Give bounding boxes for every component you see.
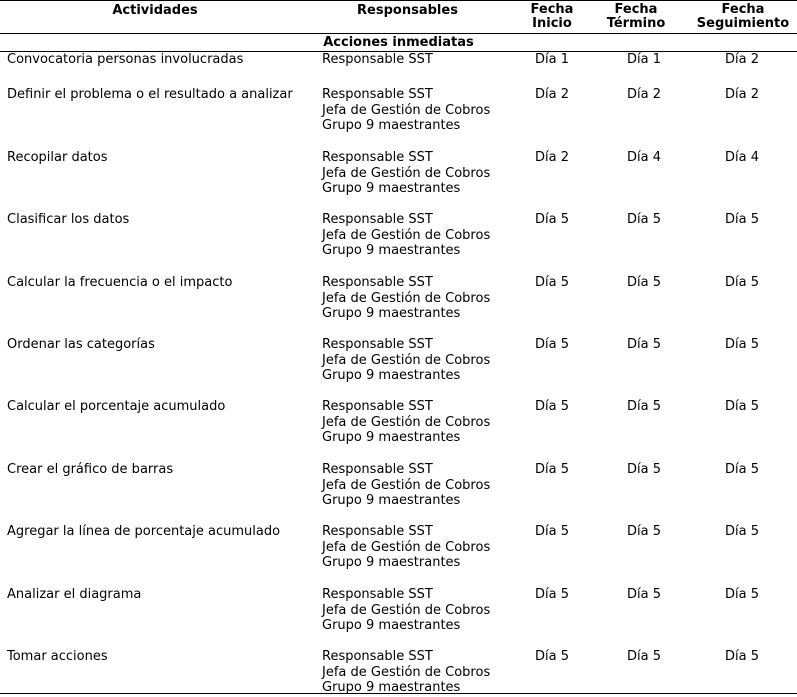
responsible-line: Grupo 9 maestrantes <box>322 680 461 695</box>
responsible-line: Grupo 9 maestrantes <box>322 118 461 133</box>
start-date-cell: Día 5 <box>535 587 569 602</box>
start-date-cell: Día 5 <box>535 524 569 539</box>
activity-cell: Agregar la línea de porcentaje acumulado <box>7 524 281 539</box>
end-date-cell: Día 5 <box>627 587 661 602</box>
responsible-line: Jefa de Gestión de Cobros <box>322 414 491 430</box>
responsible-line: Jefa de Gestión de Cobros <box>322 290 491 306</box>
responsible-cell <box>322 587 490 634</box>
table-bottom-border <box>0 693 797 694</box>
activity-cell: Definir el problema o el resultado a analizar <box>7 87 293 102</box>
responsible-line: Jefa de Gestión de Cobros <box>322 664 491 680</box>
followup-date-cell: Día 5 <box>725 649 759 664</box>
activity-cell: Calcular el porcentaje acumulado <box>7 399 226 414</box>
responsible-line: Responsable SST <box>322 337 433 352</box>
responsible-line: Jefa de Gestión de Cobros <box>322 477 491 493</box>
responsible-line: Responsable SST <box>322 275 433 290</box>
responsible-line: Jefa de Gestión de Cobros <box>322 602 491 618</box>
responsible-line: Responsable SST <box>322 524 433 539</box>
responsible-cell <box>322 524 490 571</box>
header-start-line2: Inicio <box>532 16 572 31</box>
end-date-cell: Día 5 <box>627 462 661 477</box>
section-title: Acciones inmediatas <box>0 35 797 52</box>
header-end <box>592 3 680 31</box>
header-end-line1: Fecha <box>614 2 658 17</box>
followup-date-cell: Día 2 <box>725 87 759 102</box>
responsible-cell <box>322 275 490 322</box>
followup-date-cell: Día 5 <box>725 275 759 290</box>
start-date-cell: Día 2 <box>535 150 569 165</box>
header-followup-line2: Seguimiento <box>696 16 790 31</box>
end-date-cell: Día 5 <box>627 212 661 227</box>
end-date-cell: Día 2 <box>627 87 661 102</box>
responsible-line: Grupo 9 maestrantes <box>322 306 461 321</box>
responsible-line: Jefa de Gestión de Cobros <box>322 227 491 243</box>
responsible-cell <box>322 462 490 509</box>
activity-cell: Analizar el diagrama <box>7 587 142 602</box>
responsible-line: Grupo 9 maestrantes <box>322 493 461 508</box>
responsible-line: Responsable SST <box>322 399 433 414</box>
responsible-line: Responsable SST <box>322 587 433 602</box>
end-date-cell: Día 5 <box>627 337 661 352</box>
header-responsible-label: Responsables <box>357 3 458 18</box>
start-date-cell: Día 5 <box>535 399 569 414</box>
header-followup <box>693 3 793 31</box>
start-date-cell: Día 5 <box>535 337 569 352</box>
followup-date-cell: Día 5 <box>725 337 759 352</box>
activity-cell: Tomar acciones <box>7 649 108 664</box>
responsible-cell <box>322 150 490 197</box>
responsible-line: Jefa de Gestión de Cobros <box>322 539 491 555</box>
start-date-cell: Día 5 <box>535 275 569 290</box>
responsible-line: Responsable SST <box>322 649 433 664</box>
responsible-cell <box>322 399 490 446</box>
responsible-line: Grupo 9 maestrantes <box>322 430 461 445</box>
activity-cell: Crear el gráfico de barras <box>7 462 174 477</box>
end-date-cell: Día 5 <box>627 524 661 539</box>
responsible-line: Grupo 9 maestrantes <box>322 555 461 570</box>
activity-cell: Calcular la frecuencia o el impacto <box>7 275 233 290</box>
responsible-line: Responsable SST <box>322 212 433 227</box>
header-start <box>508 3 596 31</box>
responsible-line: Responsable SST <box>322 87 433 102</box>
header-start-line1: Fecha <box>530 2 574 17</box>
followup-date-cell: Día 4 <box>725 150 759 165</box>
header-activities-label: Actividades <box>112 3 198 18</box>
followup-date-cell: Día 5 <box>725 462 759 477</box>
responsible-line: Jefa de Gestión de Cobros <box>322 352 491 368</box>
responsible-line: Grupo 9 maestrantes <box>322 181 461 196</box>
start-date-cell: Día 5 <box>535 649 569 664</box>
end-date-cell: Día 5 <box>627 399 661 414</box>
end-date-cell: Día 5 <box>627 649 661 664</box>
activity-cell: Recopilar datos <box>7 150 108 165</box>
followup-date-cell: Día 5 <box>725 212 759 227</box>
responsible-line: Grupo 9 maestrantes <box>322 243 461 258</box>
end-date-cell: Día 5 <box>627 275 661 290</box>
activity-cell: Clasificar los datos <box>7 212 130 227</box>
responsible-line: Jefa de Gestión de Cobros <box>322 102 491 118</box>
followup-date-cell: Día 5 <box>725 524 759 539</box>
end-date-cell: Día 1 <box>627 52 661 67</box>
responsible-line: Grupo 9 maestrantes <box>322 618 461 633</box>
start-date-cell: Día 1 <box>535 52 569 67</box>
responsible-cell <box>322 52 433 68</box>
followup-date-cell: Día 5 <box>725 399 759 414</box>
table-header <box>0 0 797 34</box>
header-end-line2: Término <box>606 16 666 31</box>
header-followup-line1: Fecha <box>721 2 765 17</box>
responsible-cell <box>322 337 490 384</box>
end-date-cell: Día 4 <box>627 150 661 165</box>
activity-cell: Convocatoria personas involucradas <box>7 52 244 67</box>
responsible-line: Responsable SST <box>322 52 433 67</box>
header-activities <box>60 4 250 18</box>
followup-date-cell: Día 2 <box>725 52 759 67</box>
responsible-line: Jefa de Gestión de Cobros <box>322 165 491 181</box>
activity-cell: Ordenar las categorías <box>7 337 155 352</box>
responsible-line: Grupo 9 maestrantes <box>322 368 461 383</box>
start-date-cell: Día 2 <box>535 87 569 102</box>
responsible-line: Responsable SST <box>322 462 433 477</box>
start-date-cell: Día 5 <box>535 462 569 477</box>
responsible-line: Responsable SST <box>322 150 433 165</box>
header-responsible <box>330 4 485 18</box>
responsible-cell <box>322 87 490 134</box>
responsible-cell <box>322 649 490 696</box>
start-date-cell: Día 5 <box>535 212 569 227</box>
followup-date-cell: Día 5 <box>725 587 759 602</box>
responsible-cell <box>322 212 490 259</box>
